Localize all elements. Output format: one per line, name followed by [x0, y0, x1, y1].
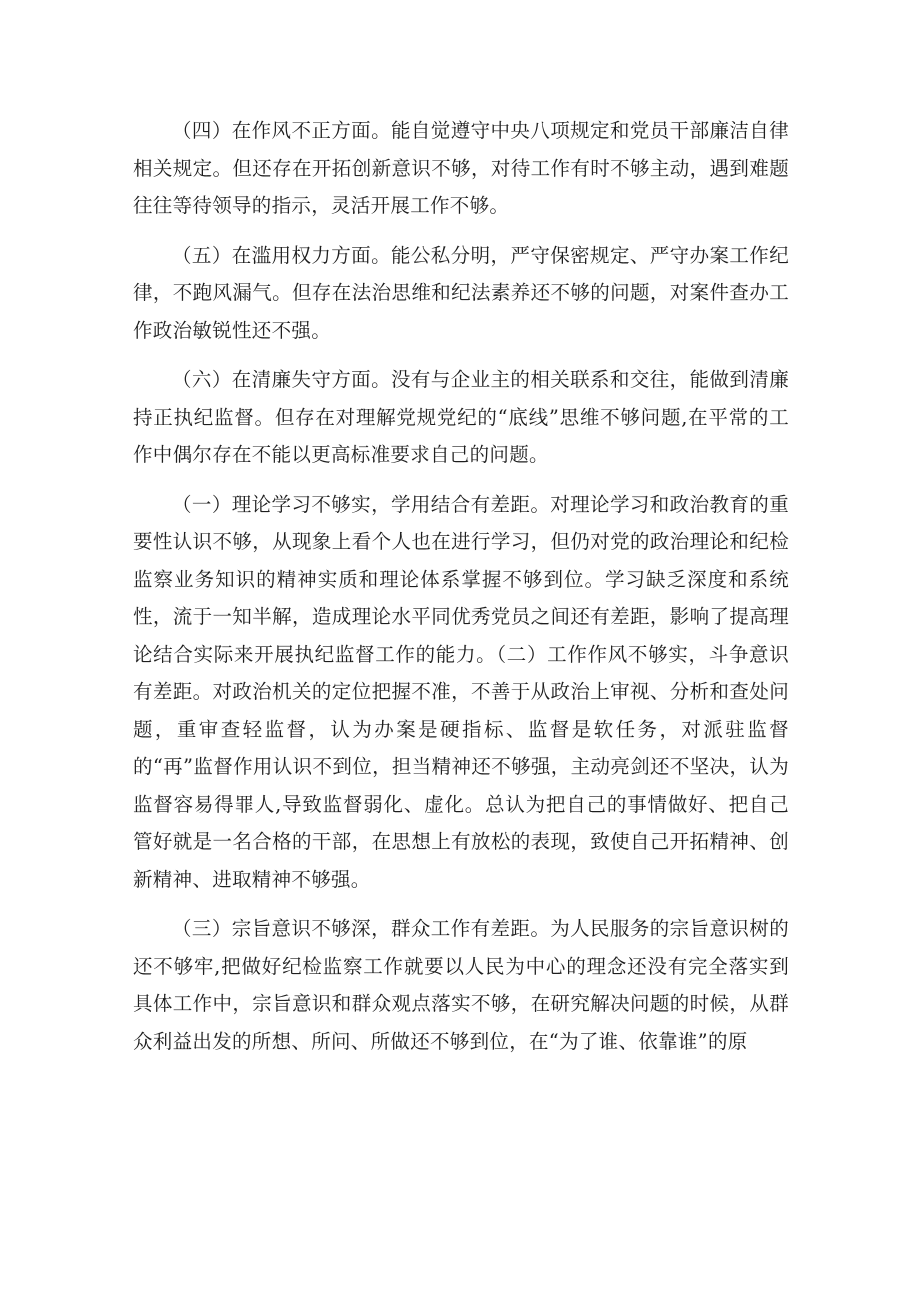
document-body	[133, 112, 789, 1072]
paragraph-section-4: （四）在作风不正方面。能自觉遵守中央八项规定和党员干部廉洁自律相关规定。但还存在开拓创新意识不够，对待工作有时不够主动，遇到难题往往等待领导的指示，灵活开展工作不够。	[133, 119, 789, 217]
paragraph-section-1-2: （一）理论学习不够实，学用结合有差距。对理论学习和政治教育的重要性认识不够，从现象上看个人也在进行学习，但仍对党的政治理论和纪检监察业务知识的精神实质和理论体系掌握不够到位。学习缺乏深度和系统性，流于一知半解，造成理论水平同优秀党员之间还有差距，影响了提高理论结合实际来开展执纪监督工作的能力。（二）工作作风不够实，斗争意识有差距。对政治机关的定位把握不准，不善于从政治上审视、分析和查处问题，重审查轻监督，认为办案是硬指标、监督是软任务，对派驻监督的“再”监督作用认识不到位，担当精神还不够强，主动亮剑还不坚决，认为监督容易得罪人,导致监督弱化、虚化。总认为把自己的事情做好、把自己管好就是一名合格的干部，在思想上有放松的表现，致使自己开拓精神、创新精神、进取精神不够强。	[133, 492, 789, 891]
paragraph-section-6: （六）在清廉失守方面。没有与企业主的相关联系和交往，能做到清廉持正执纪监督。但存在对理解党规党纪的“底线”思维不够问题,在平常的工作中偶尔存在不能以更高标准要求自己的问题。	[133, 368, 789, 466]
paragraph-section-3: （三）宗旨意识不够深，群众工作有差距。为人民服务的宗旨意识树的还不够牢,把做好纪检监察工作就要以人民为中心的理念还没有完全落实到具体工作中，宗旨意识和群众观点落实不够，在研究解决问题的时候，从群众利益出发的所想、所问、所做还不够到位，在“为了谁、依靠谁”的原	[133, 917, 789, 1053]
paragraph-section-5: （五）在滥用权力方面。能公私分明，严守保密规定、严守办案工作纪律，不跑风漏气。但存在法治思维和纪法素养还不够的问题，对案件查办工作政治敏锐性还不强。	[133, 243, 789, 342]
